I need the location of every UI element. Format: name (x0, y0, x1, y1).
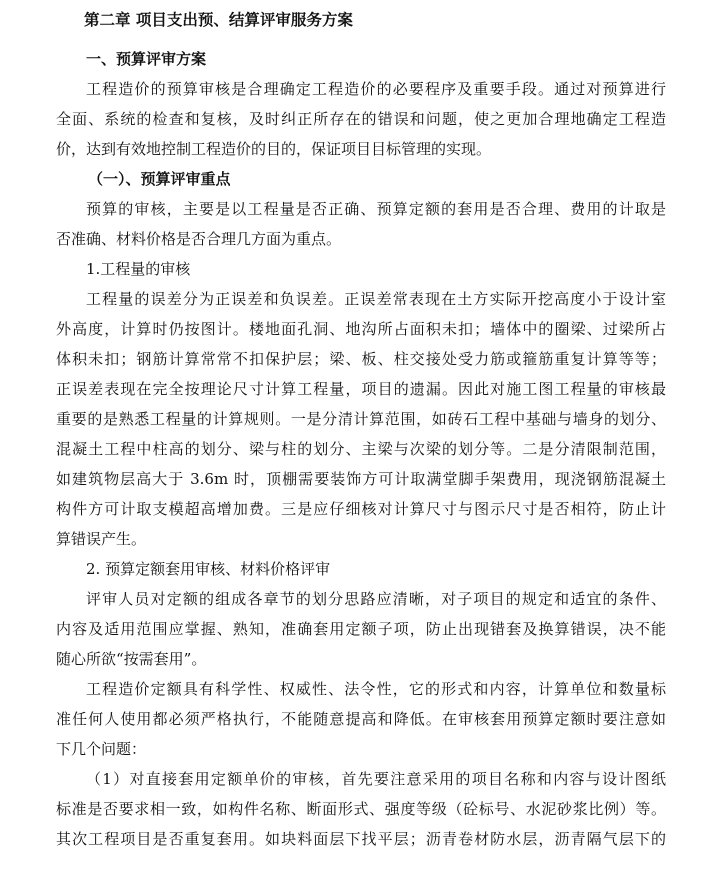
paragraph-line: 全面、系统的检查和复核，及时纠正所存在的错误和问题，使之更加合理地确定工程造 (56, 110, 666, 128)
item-title: 2. 预算定额套用审核、材料价格评审 (86, 560, 331, 578)
paragraph-line: 正误差表现在完全按理论尺寸计算工程量，项目的遗漏。因此对施工图工程量的审核最 (56, 380, 666, 398)
paragraph-line: （1）对直接套用定额单价的审核，首先要注意采用的项目名称和内容与设计图纸 (86, 770, 666, 788)
paragraph-line: 工程造价定额具有科学性、权威性、法令性，它的形式和内容，计算单位和数量标 (86, 680, 666, 698)
paragraph-line: 如建筑物层高大于 3.6m 时，顶棚需要装饰方可计取满堂脚手架费用，现浇钢筋混凝土 (56, 470, 666, 488)
paragraph-line: 外高度，计算时仍按图计。楼地面孔洞、地沟所占面积未扣；墙体中的圈梁、过梁所占 (56, 320, 666, 338)
paragraph-line: 随心所欲“按需套用”。 (56, 650, 207, 668)
paragraph-line: 下几个问题： (56, 740, 147, 758)
item-title: 1.工程量的审核 (86, 260, 191, 278)
paragraph-line: 其次工程项目是否重复套用。如块料面层下找平层；沥青卷材防水层，沥青隔气层下的 (56, 830, 666, 848)
paragraph-line: 内容及适用范围应掌握、熟知，准确套用定额子项，防止出现错套及换算错误，决不能 (56, 620, 666, 638)
paragraph-line: 价，达到有效地控制工程造价的目的，保证项目目标管理的实现。 (56, 140, 492, 158)
paragraph-line: 准任何人使用都必须严格执行，不能随意提高和降低。在审核套用预算定额时要注意如 (56, 710, 666, 728)
paragraph-line: 重要的是熟悉工程量的计算规则。一是分清计算范围，如砖石工程中基础与墙身的划分、 (56, 410, 666, 428)
chapter-title: 第二章 项目支出预、结算评审服务方案 (84, 10, 353, 29)
document-page (0, 4, 710, 892)
paragraph-line: 工程造价的预算审核是合理确定工程造价的必要程序及重要手段。通过对预算进行 (86, 80, 666, 98)
paragraph-line: 标准是否要求相一致，如构件名称、断面形式、强度等级（砼标号、水泥砂浆比例）等。 (56, 800, 666, 818)
paragraph-line: 预算的审核，主要是以工程量是否正确、预算定额的套用是否合理、费用的计取是 (86, 200, 666, 218)
paragraph-line: 混凝土工程中柱高的划分、梁与柱的划分、主梁与次梁的划分等。二是分清限制范围， (56, 440, 666, 458)
paragraph-line: 评审人员对定额的组成各章节的划分思路应清晰，对子项目的规定和适宜的条件、 (86, 590, 666, 608)
paragraph-line: 工程量的误差分为正误差和负误差。正误差常表现在土方实际开挖高度小于设计室 (86, 290, 666, 308)
paragraph-line: 算错误产生。 (56, 530, 147, 548)
subsection-heading: （一）、预算评审重点 (88, 170, 231, 188)
paragraph-line: 否准确、材料价格是否合理几方面为重点。 (56, 230, 342, 248)
section-heading: 一、预算评审方案 (86, 50, 207, 68)
paragraph-line: 体积未扣；钢筋计算常常不扣保护层；梁、板、柱交接处受力筋或箍筋重复计算等等； (56, 350, 666, 368)
paragraph-line: 构件方可计取支模超高增加费。三是应仔细核对计算尺寸与图示尺寸是否相符，防止计 (56, 500, 666, 518)
